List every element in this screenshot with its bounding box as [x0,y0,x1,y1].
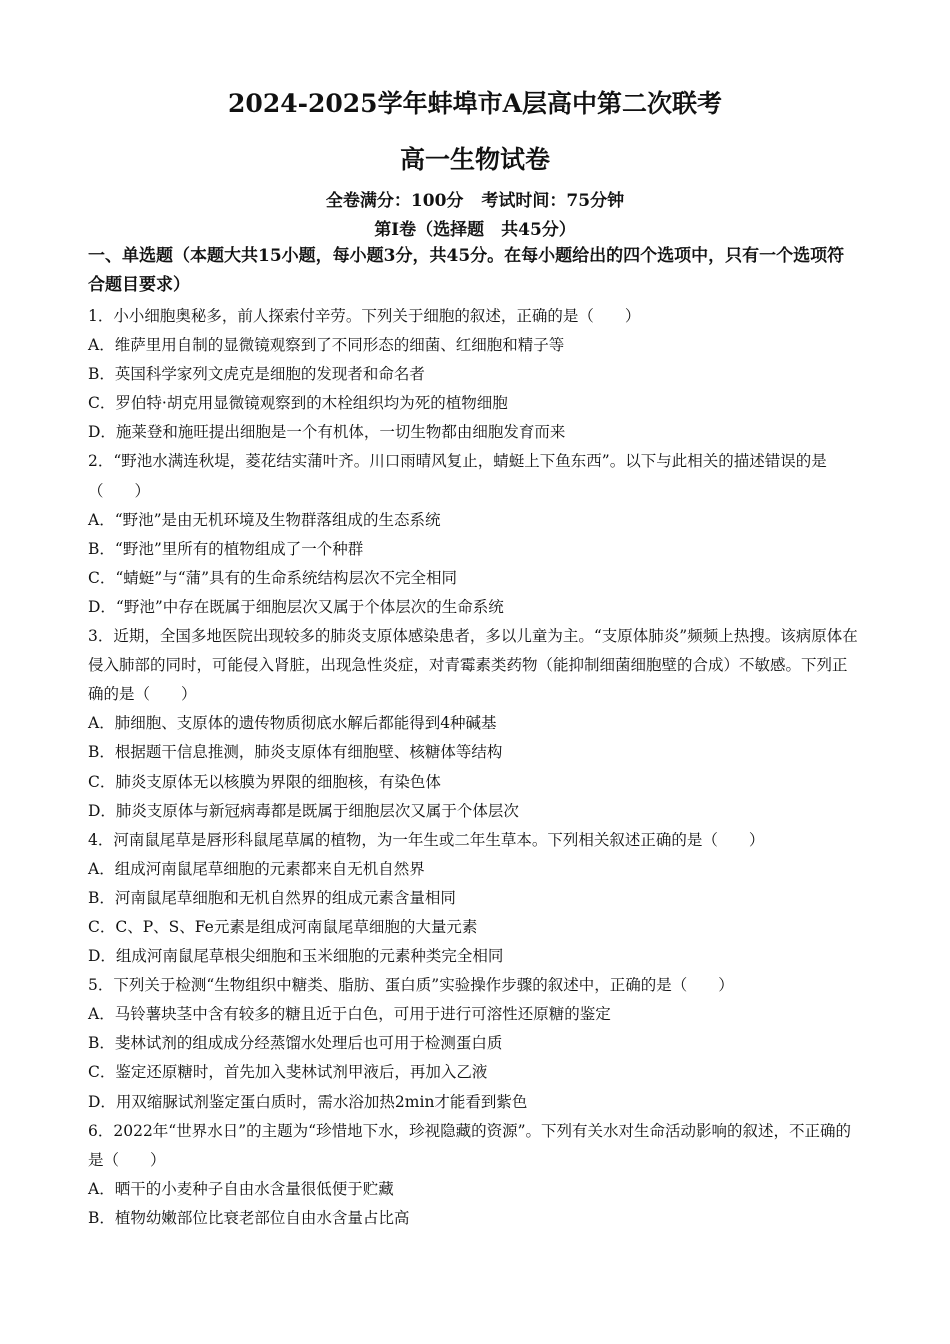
question-option: C．“蜻蜓”与“蒲”具有的生命系统结构层次不完全相同 [88,568,458,587]
question-option: D．“野池”中存在既属于细胞层次又属于个体层次的生命系统 [88,597,504,616]
question-option: B．斐林试剂的组成成分经蒸馏水处理后也可用于检测蛋白质 [88,1034,503,1053]
question-option: B．根据题干信息推测，肺炎支原体有细胞壁、核糖体等结构 [88,743,503,762]
part-title: 第Ⅰ卷（选择题 共45分） [374,220,576,240]
question-option: D．组成河南鼠尾草根尖细胞和玉米细胞的元素种类完全相同 [88,947,504,966]
question-option: A．晒干的小麦种子自由水含量很低便于贮藏 [88,1179,394,1198]
question-option: B．“野池”里所有的植物组成了一个种群 [88,539,364,558]
question-option: B．植物幼嫩部位比衰老部位自由水含量占比高 [88,1208,410,1227]
question-option: B．河南鼠尾草细胞和无机自然界的组成元素含量相同 [88,888,456,907]
section-heading: 一、单选题（本题大共15小题，每小题3分，共45分。在每小题给出的四个选项中，只有一个选项符合题目要求） [88,246,845,295]
question-option: C．罗伯特·胡克用显微镜观察到的木栓组织均为死的植物细胞 [88,394,508,413]
exam-meta [0,186,950,211]
question-option: C．鉴定还原糖时，首先加入斐林试剂甲液后，再加入乙液 [88,1063,488,1082]
question-stem: 4．河南鼠尾草是唇形科鼠尾草属的植物，为一年生或二年生草本。下列相关叙述正确的是（ ） [88,830,765,849]
question-option: C．肺炎支原体无以核膜为界限的细胞核，有染色体 [88,772,441,791]
question-option: B．英国科学家列文虎克是细胞的发现者和命名者 [88,365,425,384]
question-stem: 1．小小细胞奥秘多，前人探索付辛劳。下列关于细胞的叙述，正确的是（ ） [88,307,641,325]
question-option: C．C、P、S、Fe元素是组成河南鼠尾草细胞的大量元素 [88,917,478,936]
question-option: A．“野池”是由无机环境及生物群落组成的生态系统 [88,510,441,529]
question-option: D．施莱登和施旺提出细胞是一个有机体，一切生物都由细胞发育而来 [88,423,566,442]
question-option: D．肺炎支原体与新冠病毒都是既属于细胞层次又属于个体层次 [88,801,519,820]
exam-title: 2024-2025学年蚌埠市A层高中第二次联考 [228,89,722,118]
question-option: D．用双缩脲试剂鉴定蛋白质时，需水浴加热2min才能看到紫色 [88,1092,528,1111]
question-stem: 2．“野池水满连秋堤，菱花结实蒲叶齐。川口雨晴风复止，蜻蜓上下鱼东西”。以下与此相关的描述错误的是（ ） [88,452,827,500]
time-info: 考试时间：75分钟 [481,191,625,211]
question-option: A．组成河南鼠尾草细胞的元素都来自无机自然界 [88,859,425,878]
subject-title: 高一生物试卷 [399,145,550,174]
question-stem: 3．近期，全国多地医院出现较多的肺炎支原体感染患者，多以儿童为主。“支原体肺炎”频频上热搜。该病原体在侵入肺部的同时，可能侵入肾脏，出现急性炎症，对青霉素类药物（能抑制细菌细胞壁的合成）不敏感。下列正确的是（ ） [88,627,858,704]
question-list [88,302,858,1233]
question-stem: 5．下列关于检测“生物组织中糖类、脂肪、蛋白质”实验操作步骤的叙述中，正确的是（ ） [88,976,734,995]
question-option: A．肺细胞、支原体的遗传物质彻底水解后都能得到4种碱基 [88,714,497,733]
question-option: A．马铃薯块茎中含有较多的糖且近于白色，可用于进行可溶性还原糖的鉴定 [88,1005,611,1024]
score-info: 全卷满分：100分 [325,191,464,211]
question-option: A．维萨里用自制的显微镜观察到了不同形态的细菌、红细胞和精子等 [88,336,565,355]
question-stem: 6．2022年“世界水日”的主题为“珍惜地下水，珍视隐藏的资源”。下列有关水对生命活动影响的叙述，不正确的是（ ） [88,1121,852,1169]
